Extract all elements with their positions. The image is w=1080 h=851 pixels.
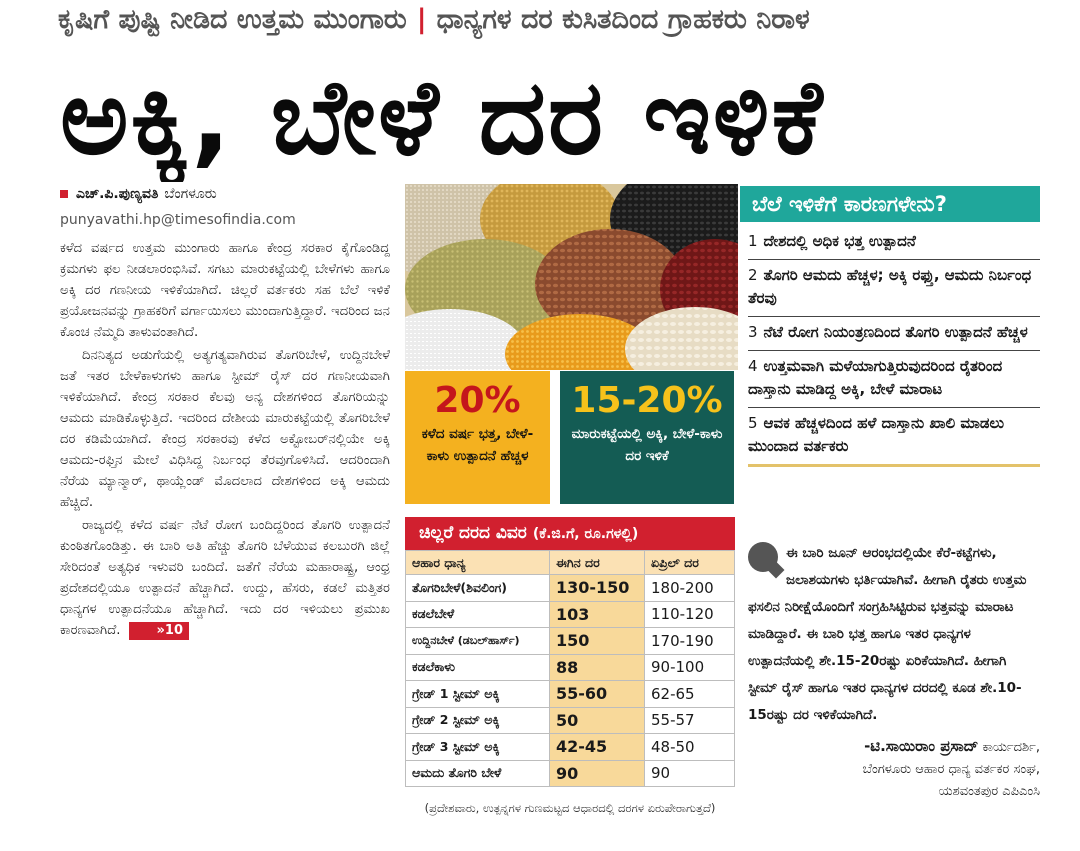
- current-price: 55-60: [550, 681, 645, 708]
- grain-name: ಗ್ರೇಡ್ 3 ಸ್ಟೀಮ್ ಅಕ್ಕಿ: [406, 734, 550, 761]
- current-price: 103: [550, 601, 645, 628]
- reason-text: ಉತ್ತಮವಾಗಿ ಮಳೆಯಾಗುತ್ತಿರುವುದರಿಂದ ರೈತರಿಂದ ದಾಸ್ತಾನು ಮಾಡಿದ್ದ ಅಕ್ಕಿ, ಬೇಳೆ ಮಾರಾಟ: [748, 357, 1003, 398]
- table-row: [406, 575, 735, 602]
- stat-production-label: ಕಳೆದ ವರ್ಷ ಭತ್ತ, ಬೇಳೆ-ಕಾಳು ಉತ್ಪಾದನೆ ಹೆಚ್ಚಳ: [421, 426, 534, 464]
- grain-name: ಉದ್ದಿನಬೇಳೆ (ಡಬಲ್‌ಹಾರ್ಸ್): [406, 628, 550, 655]
- price-table-title-text: ಚಿಲ್ಲರೆ ದರದ ವಿವರ: [419, 523, 527, 543]
- grain-name: ಗ್ರೇಡ್ 2 ಸ್ಟೀಮ್ ಅಕ್ಕಿ: [406, 707, 550, 734]
- quote-org: ಬೆಂಗಳೂರು ಆಹಾರ ಧಾನ್ಯ ವರ್ತಕರ ಸಂಘ,: [862, 762, 1040, 777]
- current-price: 90: [550, 760, 645, 787]
- price-table-note: (ಪ್ರದೇಶವಾರು, ಉತ್ಪನ್ನಗಳ ಗುಣಮಟ್ಟದ ಆಧಾರದಲ್ಲಿ ದರಗಳ ಏರುಪೇರಾಗುತ್ತದೆ): [424, 801, 716, 815]
- april-price: 62-65: [645, 681, 735, 708]
- april-price: 110-120: [645, 601, 735, 628]
- reason-number: 1: [748, 232, 758, 250]
- price-table-title: [405, 517, 735, 550]
- list-item: [748, 351, 1040, 408]
- price-table-unit: (ಕೆ.ಜಿ.ಗೆ, ರೂ.ಗಳಲ್ಲಿ): [532, 526, 639, 542]
- reason-number: 3: [748, 323, 758, 341]
- list-item: [748, 226, 1040, 260]
- byline-author: ಎಚ್.ಪಿ.ಪುಣ್ಯವತಿ: [76, 186, 159, 202]
- table-row: [406, 601, 735, 628]
- expert-quote: [748, 540, 1040, 840]
- quote-author: -ಟಿ.ಸಾಯಿರಾಂ ಪ್ರಸಾದ್: [864, 737, 979, 755]
- grain-name: ತೊಗರಿಬೇಳೆ(ಶಿವಲಿಂಗ): [406, 575, 550, 602]
- grain-photo-illustration: [405, 184, 738, 370]
- article-body: [60, 238, 390, 838]
- stat-price-drop-value: 15-20%: [571, 380, 723, 421]
- byline: [60, 186, 400, 208]
- reasons-title: ಬೆಲೆ ಇಳಿಕೆಗೆ ಕಾರಣಗಳೇನು?: [740, 186, 1040, 222]
- stat-price-drop-box: [560, 371, 734, 504]
- stat-price-drop-label: ಮಾರುಕಟ್ಟೆಯಲ್ಲಿ ಅಕ್ಕಿ, ಬೇಳೆ-ಕಾಳು ದರ ಇಳಿಕೆ: [571, 426, 723, 464]
- table-row: [406, 628, 735, 655]
- stat-production-value: 20%: [434, 380, 521, 421]
- price-table-box: [405, 517, 735, 795]
- current-price: 42-45: [550, 734, 645, 761]
- quote-attribution: [748, 735, 1040, 803]
- quote-role: ಕಾರ್ಯದರ್ಶಿ,: [982, 740, 1040, 755]
- table-row: [406, 707, 735, 734]
- reason-number: 4: [748, 357, 758, 375]
- quote-text: ಈ ಬಾರಿ ಜೂನ್ ಆರಂಭದಲ್ಲಿಯೇ ಕೆರೆ-ಕಟ್ಟೆಗಳು, ಜಲಾಶಯಗಳು ಭರ್ತಿಯಾಗಿವೆ. ಹೀಗಾಗಿ ರೈತರು ಉತ್ತಮ ಫಸಲಿನ ನಿರೀಕ್ಷೆಯೊಂದಿಗೆ ಸಂಗ್ರಹಿಸಿಟ್ಟಿರುವ ಭತ್ತವನ್ನು ಮಾರಾಟ ಮಾಡಿದ್ದಾರೆ. ಈ ಬಾರಿ ಭತ್ತ ಹಾಗೂ ಇತರ ಧಾನ್ಯಗಳ ಉತ್ಪಾದನೆಯಲ್ಲಿ ಶೇ.15-20ರಷ್ಟು ಏರಿಕೆಯಾಗಿದೆ. ಹೀಗಾಗಿ ಸ್ಟೀಮ್ ರೈಸ್ ಹಾಗೂ ಇತರ ಧಾನ್ಯಗಳ ದರದಲ್ಲಿ ಕೂಡ ಶೇ.10-15ರಷ್ಟು ದರ ಇಳಿಕೆಯಾಗಿದೆ.: [748, 545, 1027, 723]
- article-paragraph-1: ಕಳೆದ ವರ್ಷದ ಉತ್ತಮ ಮುಂಗಾರು ಹಾಗೂ ಕೇಂದ್ರ ಸರಕಾರ ಕೈಗೊಂಡಿದ್ದ ಕ್ರಮಗಳು ಫಲ ನೀಡಲಾರಂಭಿಸಿವೆ. ಸಗಟು ಮಾರುಕಟ್ಟೆಯಲ್ಲಿ ಬೇಳೆಗಳು ಹಾಗೂ ಅಕ್ಕಿ ದರ ಗಣನೀಯ ಇಳಿಕೆಯಾಗಿದೆ. ಚಿಲ್ಲರೆ ವರ್ತಕರು ಸಹ ಬೆಲೆ ಇಳಿಕೆ ಪ್ರಯೋಜನವನ್ನು ಗ್ರಾಹಕರಿಗೆ ವರ್ಗಾಯಿಸಲು ಮುಂದಾಗುತ್ತಿದ್ದಾರೆ. ಇದರಿಂದ ಜನ ಕೊಂಚ ನೆಮ್ಮದಿ ತಾಳುವಂತಾಗಿದೆ.: [60, 241, 390, 340]
- article-paragraph-2: ದಿನನಿತ್ಯದ ಅಡುಗೆಯಲ್ಲಿ ಅತ್ಯಗತ್ಯವಾಗಿರುವ ತೊಗರಿಬೇಳೆ, ಉದ್ದಿನಬೇಳೆ ಜತೆ ಇತರ ಬೇಳೆಕಾಳುಗಳು ಹಾಗೂ ಸ್ಟೀಮ್ ರೈಸ್ ದರ ಗಣನೀಯವಾಗಿ ಇಳಿಕೆಯಾಗಿದೆ. ಕೇಂದ್ರ ಸರಕಾರ ಕೆಲವು ಅನ್ಯ ದೇಶಗಳಿಂದ ತೊಗರಿಯನ್ನು ಆಮದು ಮಾಡಿಕೊಳ್ಳುತ್ತಿದೆ. ಇದರಿಂದ ದೇಶೀಯ ಮಾರುಕಟ್ಟೆಯಲ್ಲಿ ತೊಗರಿಬೇಳೆ ದರ ಕಡಿಮೆಯಾಗಿದೆ. ಕೇಂದ್ರ ಸರಕಾರವು ಕಳೆದ ಅಕ್ಟೋಬರ್‌ನಲ್ಲಿಯೇ ಅಕ್ಕಿ ಆಮದು-ರಫ್ತಿನ ಮೇಲೆ ವಿಧಿಸಿದ್ದ ನಿರ್ಬಂಧ ತೆರವುಗೊಳಿಸಿದೆ. ಆದರಿಂದಾಗಿ ನೆರೆಯ ಮ್ಯಾನ್ಮಾರ್, ಥಾಯ್ಲೆಂಡ್ ಮೊದಲಾದ ದೇಶಗಳಿಂದ ಅಕ್ಕಿ ಆಮದು ಹೆಚ್ಚಿದೆ.: [60, 348, 390, 510]
- grain-name: ಕಡಲೆಬೇಳೆ: [406, 601, 550, 628]
- reason-text: ನೆಟೆ ರೋಗ ನಿಯಂತ್ರಣದಿಂದ ತೊಗರಿ ಉತ್ಪಾದನೆ ಹೆಚ್ಚಳ: [763, 323, 1028, 341]
- byline-city: ಬೆಂಗಳೂರು: [164, 186, 217, 202]
- april-price: 90-100: [645, 654, 735, 681]
- header-april-price: ಏಪ್ರಿಲ್ ದರ: [645, 551, 735, 575]
- price-table: [405, 550, 735, 787]
- table-row: [406, 760, 735, 787]
- april-price: 48-50: [645, 734, 735, 761]
- quote-bubble-icon: [748, 542, 778, 572]
- current-price: 50: [550, 707, 645, 734]
- grain-name: ಕಡಲೆಕಾಳು: [406, 654, 550, 681]
- april-price: 180-200: [645, 575, 735, 602]
- reasons-list: [748, 226, 1040, 520]
- current-price: 130-150: [550, 575, 645, 602]
- current-price: 88: [550, 654, 645, 681]
- stat-production-box: [405, 371, 550, 504]
- reason-text: ಆವಕ ಹೆಚ್ಚಳದಿಂದ ಹಳೆ ದಾಸ್ತಾನು ಖಾಲಿ ಮಾಡಲು ಮುಂದಾದ ವರ್ತಕರು: [748, 414, 1004, 455]
- kicker-left: ಕೃಷಿಗೆ ಪುಷ್ಟಿ ನೀಡಿದ ಉತ್ತಮ ಮುಂಗಾರು: [58, 4, 407, 35]
- april-price: 170-190: [645, 628, 735, 655]
- kicker-separator: |: [416, 4, 427, 35]
- current-price: 150: [550, 628, 645, 655]
- grain-photo: [405, 184, 738, 370]
- article-paragraph-3: [60, 515, 390, 641]
- kicker: [58, 4, 1058, 48]
- table-row: [406, 654, 735, 681]
- price-table-header-row: [406, 551, 735, 575]
- list-item: [748, 260, 1040, 317]
- continued-page-marker[interactable]: »10: [129, 622, 190, 640]
- reason-text: ದೇಶದಲ್ಲಿ ಅಧಿಕ ಭತ್ತ ಉತ್ಪಾದನೆ: [763, 232, 916, 250]
- grain-name: ಗ್ರೇಡ್ 1 ಸ್ಟೀಮ್ ಅಕ್ಕಿ: [406, 681, 550, 708]
- article-paragraph-3-text: ರಾಜ್ಯದಲ್ಲಿ ಕಳೆದ ವರ್ಷ ನೆಟೆ ರೋಗ ಬಂದಿದ್ದರಿಂದ ತೊಗರಿ ಉತ್ಪಾದನೆ ಕುಂಠಿತಗೊಂಡಿತ್ತು. ಈ ಬಾರಿ ಅತಿ ಹೆಚ್ಚು ತೊಗರಿ ಬೆಳೆಯುವ ಕಲಬುರಗಿ ಜಿಲ್ಲೆ ಸೇರಿದಂತೆ ಅತ್ಯಧಿಕ ಇಳುವರಿ ಬಂದಿದೆ. ಜತೆಗೆ ನೆರೆಯ ಮಹಾರಾಷ್ಟ್ರ, ಆಂಧ್ರ ಪ್ರದೇಶದಲ್ಲಿಯೂ ಉತ್ಪಾದನೆ ಹೆಚ್ಚಾಗಿದೆ. ಉದ್ದು, ಹೆಸರು, ಕಡಲೆ ಮತ್ತಿತರ ಧಾನ್ಯಗಳ ಉತ್ಪಾದನೆಯೂ ಹೆಚ್ಚಾಗಿದೆ. ಇದು ದರ ಇಳಿಯಲು ಪ್ರಮುಖ ಕಾರಣವಾಗಿದೆ.: [60, 518, 390, 638]
- byline-square-icon: [60, 190, 68, 198]
- april-price: 90: [645, 760, 735, 787]
- quote-place: ಯಶವಂತಪುರ ಎಪಿಎಂಸಿ: [938, 784, 1040, 799]
- april-price: 55-57: [645, 707, 735, 734]
- reason-number: 2: [748, 266, 758, 284]
- author-email[interactable]: punyavathi.hp@timesofindia.com: [60, 212, 296, 228]
- header-grain: ಆಹಾರ ಧಾನ್ಯ: [406, 551, 550, 575]
- reason-number: 5: [748, 414, 758, 432]
- kicker-right: ಧಾನ್ಯಗಳ ದರ ಕುಸಿತದಿಂದ ಗ್ರಾಹಕರು ನಿರಾಳ: [436, 4, 810, 35]
- table-row: [406, 681, 735, 708]
- table-row: [406, 734, 735, 761]
- header-current-price: ಈಗಿನ ದರ: [550, 551, 645, 575]
- headline: ಅಕ್ಕಿ, ಬೇಳೆ ದರ ಇಳಿಕೆ: [60, 56, 825, 178]
- grain-name: ಆಮದು ತೊಗರಿ ಬೇಳೆ: [406, 760, 550, 787]
- list-item: [748, 408, 1040, 467]
- reason-text: ತೊಗರಿ ಆಮದು ಹೆಚ್ಚಳ; ಅಕ್ಕಿ ರಫ್ತು, ಆಮದು ನಿರ್ಬಂಧ ತೆರವು: [748, 266, 1032, 307]
- list-item: [748, 317, 1040, 351]
